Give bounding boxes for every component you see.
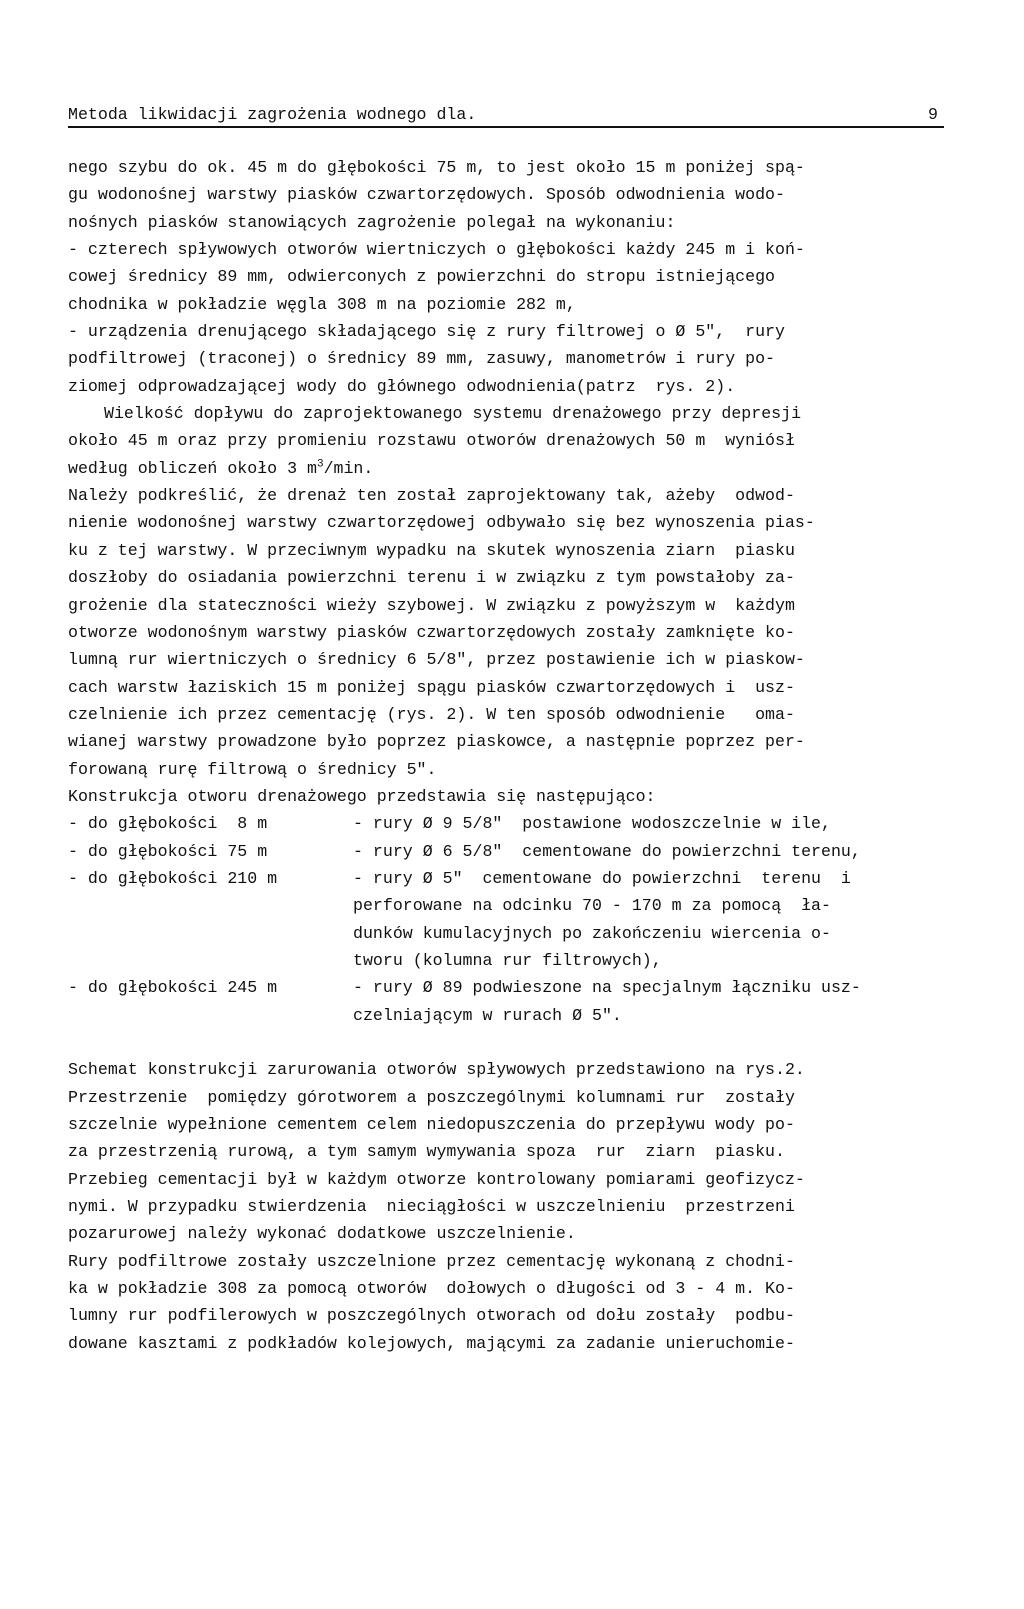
text-line: za przestrzenią rurową, a tym samym wymywania spoza rur ziarn piasku. xyxy=(68,1142,785,1162)
construction-row xyxy=(68,974,944,1001)
text-line: cach warstw łaziskich 15 m poniżej spągu piasków czwartorzędowych i usz- xyxy=(68,677,795,697)
paragraph-1 xyxy=(68,154,944,400)
continuation-line: tworu (kolumna rur filtrowych), xyxy=(353,950,662,970)
text-line: Wielkość dopływu do zaprojektowanego systemu drenażowego przy depresji xyxy=(104,404,802,424)
text-line: Schemat konstrukcji zarurowania otworów spływowych przedstawiono na rys.2. xyxy=(68,1060,805,1080)
description-cell: - rury Ø 9 5/8" postawione wodoszczelnie w ile, xyxy=(353,814,831,834)
spacer xyxy=(68,1029,944,1056)
text-line: nymi. W przypadku stwierdzenia nieciągłości w uszczelnieniu przestrzeni xyxy=(68,1197,795,1217)
text-line: wianej warstwy prowadzone było poprzez piaskowce, a następnie poprzez per- xyxy=(68,732,805,752)
text-line: lumną rur wiertniczych o średnicy 6 5/8", przez postawienie ich w piaskow- xyxy=(68,650,805,670)
text-line: cowej średnicy 89 mm, odwierconych z powierzchni do stropu istniejącego xyxy=(68,267,776,287)
text-line: Konstrukcja otworu drenażowego przedstawia się następująco: xyxy=(68,786,656,806)
construction-row xyxy=(68,838,944,865)
text-line: grożenie dla stateczności wieży szybowej. W związku z powyższym w każdym xyxy=(68,595,795,615)
depth-cell: - do głębokości 210 m xyxy=(68,868,278,888)
text-line: ziomej odprowadzającej wody do głównego odwodnienia(patrz rys. 2). xyxy=(68,376,736,396)
text-line: - czterech spływowych otworów wiertniczych o głębokości każdy 245 m i koń- xyxy=(68,240,805,260)
document-page xyxy=(68,100,944,1357)
depth-cell: - do głębokości 8 m xyxy=(68,814,268,834)
paragraph-3 xyxy=(68,482,944,783)
text-line: ka w pokładzie 308 za pomocą otworów dołowych o długości od 3 - 4 m. Ko- xyxy=(68,1279,795,1299)
construction-row xyxy=(68,810,944,837)
construction-row xyxy=(68,865,944,892)
text-line xyxy=(68,455,944,482)
paragraph-4 xyxy=(68,1056,944,1357)
text-line: szczelnie wypełnione cementem celem niedopuszczenia do przepływu wody po- xyxy=(68,1115,795,1135)
text-line: dowane kasztami z podkładów kolejowych, mającymi za zadanie unieruchomie- xyxy=(68,1333,795,1353)
text-line: nego szybu do ok. 45 m do głębokości 75 m, to jest około 15 m poniżej spą- xyxy=(68,158,805,177)
paragraph-2 xyxy=(68,400,944,482)
page-header xyxy=(68,100,944,128)
description-cell: - rury Ø 5" cementowane do powierzchni terenu i xyxy=(353,868,851,888)
text-line: podfiltrowej (traconej) o średnicy 89 mm, zasuwy, manometrów i rury po- xyxy=(68,349,776,369)
description-cell: - rury Ø 89 podwieszone na specjalnym łączniku usz- xyxy=(353,978,861,998)
text-line: lumny rur podfilerowych w poszczególnych otworach od dołu zostały podbu- xyxy=(68,1306,795,1326)
continuation-line: czelniającym w rurach Ø 5". xyxy=(353,1005,622,1025)
text-line: Przestrzenie pomiędzy górotworem a poszczególnymi kolumnami rur zostały xyxy=(68,1087,795,1107)
text-line: doszłoby do osiadania powierzchni terenu i w związku z tym powstałoby za- xyxy=(68,568,795,588)
text-line: nośnych piasków stanowiących zagrożenie polegał na wykonaniu: xyxy=(68,212,676,232)
text-line: około 45 m oraz przy promieniu rozstawu otworów drenażowych 50 m wyniósł xyxy=(68,431,795,451)
page-number: 9 xyxy=(928,105,938,124)
text-line: - urządzenia drenującego składającego się z rury filtrowej o Ø 5", rury xyxy=(68,322,785,342)
text-line: Rury podfiltrowe zostały uszczelnione przez cementację wykonaną z chodni- xyxy=(68,1251,795,1271)
continuation-line: perforowane na odcinku 70 - 170 m za pomocą ła- xyxy=(353,896,831,916)
text-line: Przebieg cementacji był w każdym otworze kontrolowany pomiarami geofizycz- xyxy=(68,1169,805,1189)
depth-cell: - do głębokości 75 m xyxy=(68,841,268,861)
text-line: otworze wodonośnym warstwy piasków czwartorzędowych zostały zamknięte ko- xyxy=(68,622,795,642)
text-line: nienie wodonośnej warstwy czwartorzędowej odbywało się bez wynoszenia pias- xyxy=(68,513,815,533)
text-line: chodnika w pokładzie węgla 308 m na poziomie 282 m, xyxy=(68,294,576,314)
running-title: Metoda likwidacji zagrożenia wodnego dla. xyxy=(68,105,477,124)
superscript: 3 xyxy=(316,458,324,471)
text-fragment: według obliczeń około 3 m xyxy=(68,458,317,478)
construction-list xyxy=(68,783,944,1029)
text-line: pozarurowej należy wykonać dodatkowe uszczelnienie. xyxy=(68,1224,576,1244)
description-cell: - rury Ø 6 5/8" cementowane do powierzchni terenu, xyxy=(353,841,861,861)
text-line: czelnienie ich przez cementację (rys. 2). W ten sposób odwodnienie oma- xyxy=(68,704,795,724)
text-line: gu wodonośnej warstwy piasków czwartorzędowych. Sposób odwodnienia wodo- xyxy=(68,185,785,205)
text-line: Należy podkreślić, że drenaż ten został zaprojektowany tak, ażeby odwod- xyxy=(68,486,795,506)
text-line: ku z tej warstwy. W przeciwnym wypadku na skutek wynoszenia ziarn piasku xyxy=(68,540,795,560)
depth-cell: - do głębokości 245 m xyxy=(68,978,278,998)
text-fragment: /min. xyxy=(323,458,374,478)
continuation-line: dunków kumulacyjnych po zakończeniu wiercenia o- xyxy=(353,923,831,943)
text-line: forowaną rurę filtrową o średnicy 5". xyxy=(68,759,437,779)
